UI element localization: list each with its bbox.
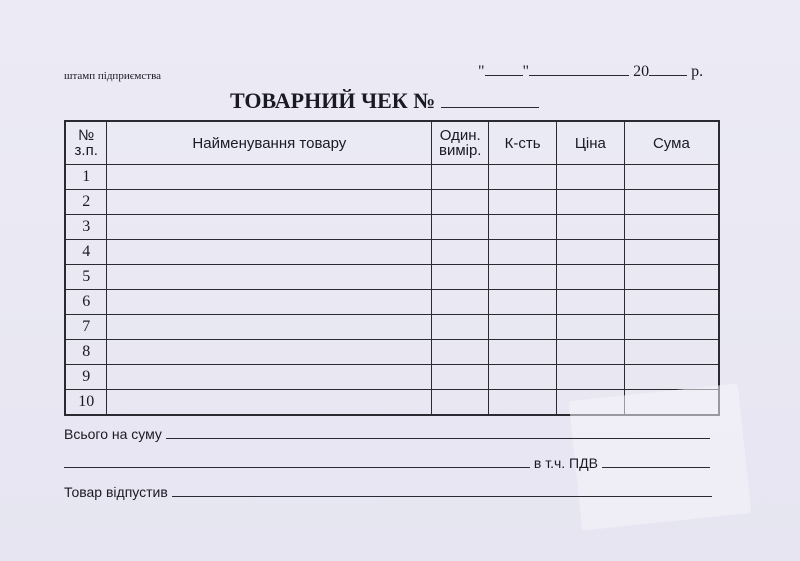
col-header-sum: Сума bbox=[624, 121, 719, 165]
table-row bbox=[65, 265, 719, 290]
cell-name[interactable] bbox=[107, 390, 432, 416]
row-number: 7 bbox=[65, 315, 107, 340]
vat-label: в т.ч. ПДВ bbox=[533, 455, 598, 471]
cell-unit[interactable] bbox=[432, 215, 489, 240]
cell-sum[interactable] bbox=[624, 340, 719, 365]
cell-price[interactable] bbox=[556, 265, 624, 290]
cell-qty[interactable] bbox=[489, 315, 557, 340]
cell-unit[interactable] bbox=[432, 390, 489, 416]
cell-name[interactable] bbox=[107, 365, 432, 390]
cell-qty[interactable] bbox=[489, 265, 557, 290]
stamp-label: штамп підприємства bbox=[64, 70, 162, 82]
cell-qty[interactable] bbox=[489, 165, 557, 190]
cell-price[interactable] bbox=[556, 190, 624, 215]
col-header-name: Найменування товару bbox=[107, 121, 432, 165]
date-suffix: р. bbox=[691, 63, 704, 80]
cell-sum[interactable] bbox=[624, 165, 719, 190]
cell-price[interactable] bbox=[556, 240, 624, 265]
vat-amount-blank[interactable] bbox=[602, 455, 710, 468]
row-number: 3 bbox=[65, 215, 107, 240]
table-row bbox=[65, 340, 719, 365]
cell-unit[interactable] bbox=[432, 265, 489, 290]
col-header-unit-line1: Один. bbox=[439, 127, 481, 144]
total-row bbox=[64, 426, 710, 442]
row-number: 10 bbox=[65, 390, 107, 416]
cell-qty[interactable] bbox=[489, 240, 557, 265]
cell-sum[interactable] bbox=[624, 265, 719, 290]
col-header-unit bbox=[432, 121, 489, 165]
date-open-quote: " bbox=[478, 63, 485, 80]
table-row bbox=[65, 215, 719, 240]
date-day-blank[interactable] bbox=[485, 61, 523, 76]
cell-name[interactable] bbox=[107, 340, 432, 365]
vat-row bbox=[64, 455, 710, 471]
cell-sum[interactable] bbox=[624, 240, 719, 265]
cell-unit[interactable] bbox=[432, 290, 489, 315]
cell-qty[interactable] bbox=[489, 290, 557, 315]
row-number: 1 bbox=[65, 165, 107, 190]
cell-unit[interactable] bbox=[432, 190, 489, 215]
table-row bbox=[65, 315, 719, 340]
cell-name[interactable] bbox=[107, 215, 432, 240]
cell-name[interactable] bbox=[107, 290, 432, 315]
receipt-title bbox=[230, 88, 539, 114]
receipt-number-blank[interactable] bbox=[441, 90, 539, 108]
cell-sum[interactable] bbox=[624, 365, 719, 390]
total-amount-blank[interactable] bbox=[166, 426, 710, 439]
row-number: 2 bbox=[65, 190, 107, 215]
col-header-num bbox=[65, 121, 107, 165]
cell-qty[interactable] bbox=[489, 215, 557, 240]
cell-price[interactable] bbox=[556, 165, 624, 190]
table-body bbox=[65, 165, 719, 416]
cell-unit[interactable] bbox=[432, 165, 489, 190]
table-row bbox=[65, 365, 719, 390]
table-row bbox=[65, 240, 719, 265]
table-header-row bbox=[65, 121, 719, 165]
cell-unit[interactable] bbox=[432, 240, 489, 265]
date-close-quote: " bbox=[522, 63, 530, 80]
row-number: 6 bbox=[65, 290, 107, 315]
cell-unit[interactable] bbox=[432, 365, 489, 390]
date-line bbox=[478, 61, 703, 81]
released-label: Товар відпустив bbox=[64, 484, 168, 500]
cell-price[interactable] bbox=[556, 290, 624, 315]
table-row bbox=[65, 165, 719, 190]
cell-sum[interactable] bbox=[624, 215, 719, 240]
cell-qty[interactable] bbox=[489, 190, 557, 215]
cell-price[interactable] bbox=[556, 315, 624, 340]
cell-price[interactable] bbox=[556, 365, 624, 390]
date-year-blank[interactable] bbox=[649, 61, 687, 76]
cell-sum[interactable] bbox=[624, 190, 719, 215]
table-row bbox=[65, 290, 719, 315]
row-number: 4 bbox=[65, 240, 107, 265]
cell-unit[interactable] bbox=[432, 340, 489, 365]
cell-qty[interactable] bbox=[489, 390, 557, 416]
cell-name[interactable] bbox=[107, 315, 432, 340]
row-number: 9 bbox=[65, 365, 107, 390]
released-row bbox=[64, 484, 712, 500]
cell-sum[interactable] bbox=[624, 290, 719, 315]
date-month-blank[interactable] bbox=[529, 61, 629, 76]
cell-price[interactable] bbox=[556, 340, 624, 365]
row-number: 5 bbox=[65, 265, 107, 290]
amount-in-words-blank[interactable] bbox=[64, 455, 530, 468]
col-header-unit-line2: вимір. bbox=[438, 142, 482, 159]
col-header-num-line1: № bbox=[78, 127, 95, 144]
table-row bbox=[65, 190, 719, 215]
row-number: 8 bbox=[65, 340, 107, 365]
cell-price[interactable] bbox=[556, 215, 624, 240]
col-header-num-line2: з.п. bbox=[74, 142, 98, 159]
col-header-price: Ціна bbox=[556, 121, 624, 165]
cell-unit[interactable] bbox=[432, 315, 489, 340]
cell-name[interactable] bbox=[107, 240, 432, 265]
items-table bbox=[64, 120, 720, 416]
cell-name[interactable] bbox=[107, 265, 432, 290]
col-header-qty: К-сть bbox=[489, 121, 557, 165]
released-by-blank[interactable] bbox=[172, 484, 712, 497]
date-year-prefix: 20 bbox=[633, 63, 650, 80]
cell-sum[interactable] bbox=[624, 315, 719, 340]
total-label: Всього на суму bbox=[64, 426, 162, 442]
cell-qty[interactable] bbox=[489, 365, 557, 390]
cell-name[interactable] bbox=[107, 165, 432, 190]
cell-name[interactable] bbox=[107, 190, 432, 215]
receipt-title-text: ТОВАРНИЙ ЧЕК № bbox=[230, 88, 436, 113]
cell-qty[interactable] bbox=[489, 340, 557, 365]
